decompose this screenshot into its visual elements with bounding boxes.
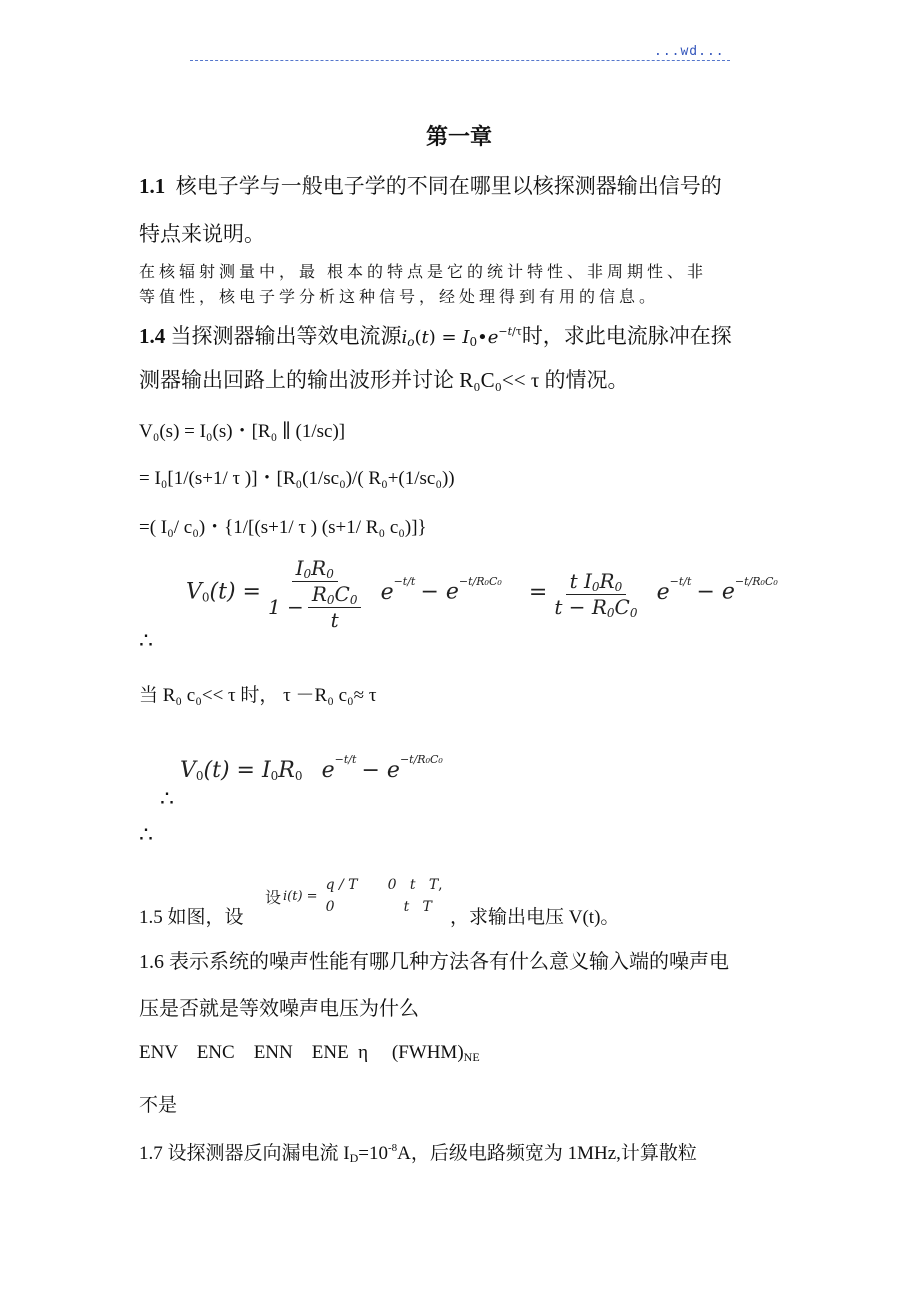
current-source-formula: $i_o(t)$ = $I_0•e^{-t/\tau}$ [401,325,522,349]
equation-1: V₀(s) = I₀(s)・[R₀ ∥ (1/sc)] [139,421,346,442]
equation-2: = I₀[1/(s+1/ τ )]・[R₀(1/sc₀)/( R₀+(1/sc₀)) [139,468,455,489]
header-divider [190,60,730,61]
condition-line: 当 R₀ c₀<< τ 时， τ －R₀ c₀≈ τ [139,685,377,706]
question-1-1-line1 [139,172,722,200]
noise-terms-sub: NE [463,1050,480,1064]
piecewise-current-formula: 设 i(t) = q / T 0 t T, 0 t T [265,874,443,918]
therefore-symbol-3: ∴ [139,822,153,847]
question-1-1-line2: 特点来说明。 [139,222,265,246]
question-1-1-number: 1.1 [139,174,166,198]
question-1-4-line1 [139,318,732,356]
question-1-7-mid: =10 [358,1143,388,1164]
question-1-4-line2: 测器输出回路上的输出波形并讨论 R₀C₀<< τ 的情况。 [139,368,629,392]
formula-set-label: 设 [265,887,282,907]
header-watermark: ...wd... [654,44,725,59]
noise-terms-text: ENV ENC ENN ENE η (FWHM) [139,1042,464,1063]
formula-v0-full: $V_0(t)$ = $I_0R_0$ 1 − $\frac{R_0C_0}{t}$ $e^{-t/t} - e^{-t/R_0C_0}$ = $\frac{t I_0R_0}{t - R_0C_0}$ $e^{-t/t} - e^{-t/R_0C_0}$ [186,556,778,632]
formula-it-label: i(t) = [283,888,318,904]
question-1-6-line2: 压是否就是等效噪声电压为什么 [139,998,419,1020]
therefore-symbol-1: ∴ [139,628,153,653]
answer-1-1-line1: 在核辐射测量中，最 根本的特点是它的统计特性、非周期性、非 [139,264,708,281]
formula-v0-approx: $V_0(t) = I_0R_0$ $e^{-t/t} - e^{-t/R_0C_0}$ [180,753,443,783]
question-1-6-line1: 1.6 表示系统的噪声性能有哪几种方法各有什么意义输入端的噪声电 [139,951,729,973]
case1-value: q / T [325,877,358,893]
question-1-7-sup: -8 [387,1142,398,1154]
equation-3: =( I₀/ c₀)・{1/[(s+1/ τ ) (s+1/ R₀ c₀)]} [139,517,427,538]
question-1-5-suffix: ，求输出电压 V(t)。 [450,907,620,928]
question-1-4-prefix: 当探测器输出等效电流源 [170,324,402,348]
question-1-5-prefix: 1.5 如图，设 [139,907,244,928]
therefore-symbol-2: ∴ [160,786,174,811]
question-1-7-sub: D [349,1151,359,1165]
chapter-title: 第一章 [426,125,493,150]
question-1-4-number: 1.4 [139,324,166,348]
question-1-1-text: 核电子学与一般电子学的不同在哪里以核探测器输出信号的 [175,174,722,198]
case1-cond: 0 t T [387,877,439,893]
case2-value: 0 [325,899,335,915]
case2-cond: t T [403,899,432,915]
question-1-4-suffix: 时，求此电流脉冲在探 [521,324,732,348]
answer-1-6-no: 不是 [139,1095,178,1116]
answer-1-1-line2: 等值性，核电子学分析这种信号，经处理得到有用的信息。 [139,289,660,306]
question-1-7-rest: A，后级电路频宽为 1MHz,计算散粒 [397,1143,697,1164]
noise-terms [139,1042,480,1065]
question-1-7-text: 1.7 设探测器反向漏电流 I [139,1143,350,1164]
question-1-7 [139,1138,697,1166]
